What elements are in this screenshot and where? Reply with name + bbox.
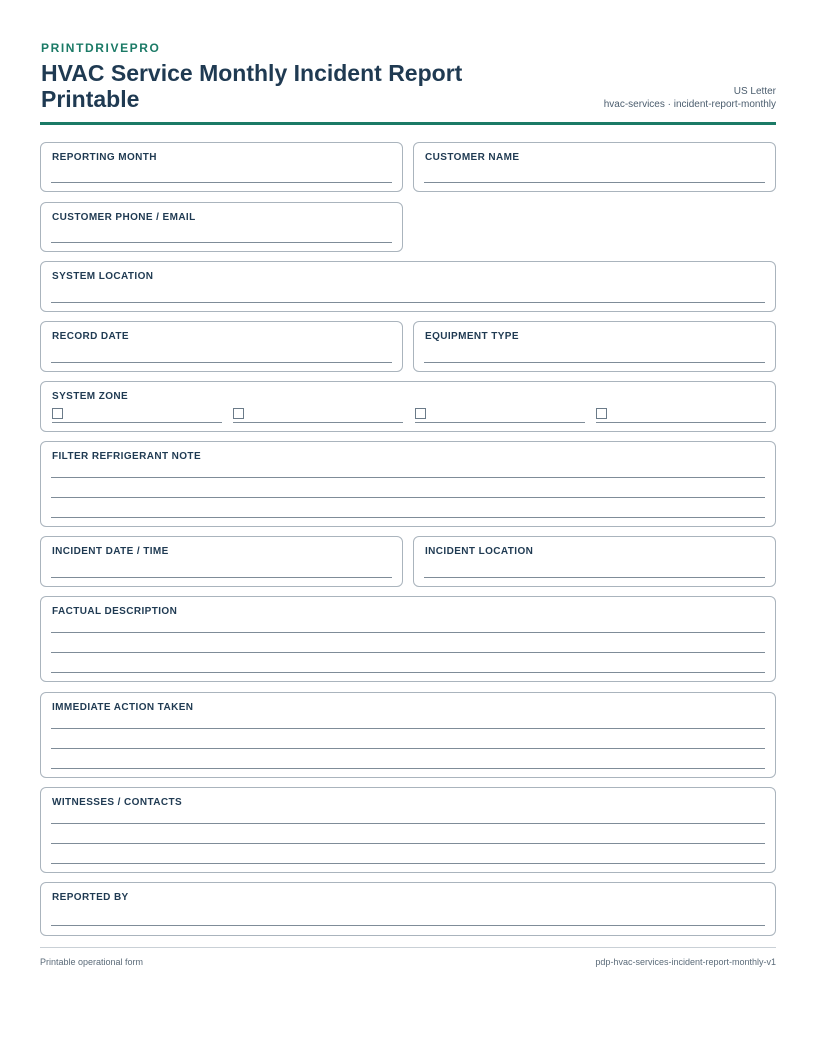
footer-divider: [40, 947, 776, 948]
paper-size: US Letter: [733, 86, 776, 97]
header-divider: [40, 122, 776, 125]
equipment-type-field[interactable]: [413, 321, 776, 372]
immediate-action-field[interactable]: [40, 692, 776, 778]
write-line: [424, 182, 765, 183]
witnesses-contacts-field[interactable]: [40, 787, 776, 873]
field-label: FILTER REFRIGERANT NOTE: [52, 451, 202, 462]
customer-name-field[interactable]: [413, 142, 776, 192]
write-line: [415, 422, 585, 423]
system-zone-field: [40, 381, 776, 432]
footer-caption: Printable operational form: [40, 957, 144, 967]
zone-option-3[interactable]: [415, 408, 585, 422]
write-line: [51, 577, 392, 578]
field-label: WITNESSES / CONTACTS: [52, 797, 183, 808]
incident-location-field[interactable]: [413, 536, 776, 587]
field-label: FACTUAL DESCRIPTION: [52, 606, 178, 617]
brand-name: PRINTDRIVEPRO: [41, 41, 161, 55]
write-line: [596, 422, 766, 423]
filter-refrigerant-note-field[interactable]: [40, 441, 776, 527]
write-line: [233, 422, 403, 423]
field-label: INCIDENT DATE / TIME: [52, 546, 169, 557]
write-line: [51, 728, 765, 729]
write-line: [51, 497, 765, 498]
write-line: [51, 182, 392, 183]
reporting-month-field[interactable]: [40, 142, 403, 192]
factual-description-field[interactable]: [40, 596, 776, 682]
write-line: [52, 422, 222, 423]
write-line: [51, 925, 765, 926]
write-line: [51, 823, 765, 824]
write-line: [51, 768, 765, 769]
incident-datetime-field[interactable]: [40, 536, 403, 587]
field-label: IMMEDIATE ACTION TAKEN: [52, 702, 194, 713]
record-date-field[interactable]: [40, 321, 403, 372]
customer-contact-field[interactable]: [40, 202, 403, 252]
zone-option-1[interactable]: [52, 408, 222, 422]
page-title: HVAC Service Monthly Incident Report Printable: [41, 60, 463, 112]
zone-option-4[interactable]: [596, 408, 766, 422]
write-line: [51, 302, 765, 303]
document-meta: [604, 85, 776, 111]
field-label: RECORD DATE: [52, 331, 129, 342]
checkbox-icon[interactable]: [596, 408, 607, 419]
form-page: [40, 40, 776, 967]
reported-by-field[interactable]: [40, 882, 776, 936]
checkbox-icon[interactable]: [52, 408, 63, 419]
field-label: SYSTEM LOCATION: [52, 271, 154, 282]
field-label: REPORTED BY: [52, 892, 129, 903]
form-id: pdp-hvac-services-incident-report-monthly-v1: [595, 957, 776, 967]
checkbox-icon[interactable]: [233, 408, 244, 419]
write-line: [51, 242, 392, 243]
field-label: CUSTOMER NAME: [425, 152, 520, 163]
zone-option-2[interactable]: [233, 408, 403, 422]
field-label: SYSTEM ZONE: [52, 391, 129, 402]
field-label: CUSTOMER PHONE / EMAIL: [52, 212, 196, 223]
write-line: [51, 362, 392, 363]
write-line: [51, 672, 765, 673]
field-label: INCIDENT LOCATION: [425, 546, 534, 557]
write-line: [51, 843, 765, 844]
system-location-field[interactable]: [40, 261, 776, 312]
write-line: [51, 517, 765, 518]
write-line: [51, 863, 765, 864]
checkbox-icon[interactable]: [415, 408, 426, 419]
write-line: [51, 477, 765, 478]
page-header: [40, 40, 776, 126]
write-line: [51, 652, 765, 653]
document-tags: hvac-services · incident-report-monthly: [603, 99, 776, 110]
field-label: EQUIPMENT TYPE: [425, 331, 519, 342]
write-line: [51, 748, 765, 749]
write-line: [424, 362, 765, 363]
write-line: [424, 577, 765, 578]
write-line: [51, 632, 765, 633]
field-label: REPORTING MONTH: [52, 152, 157, 163]
